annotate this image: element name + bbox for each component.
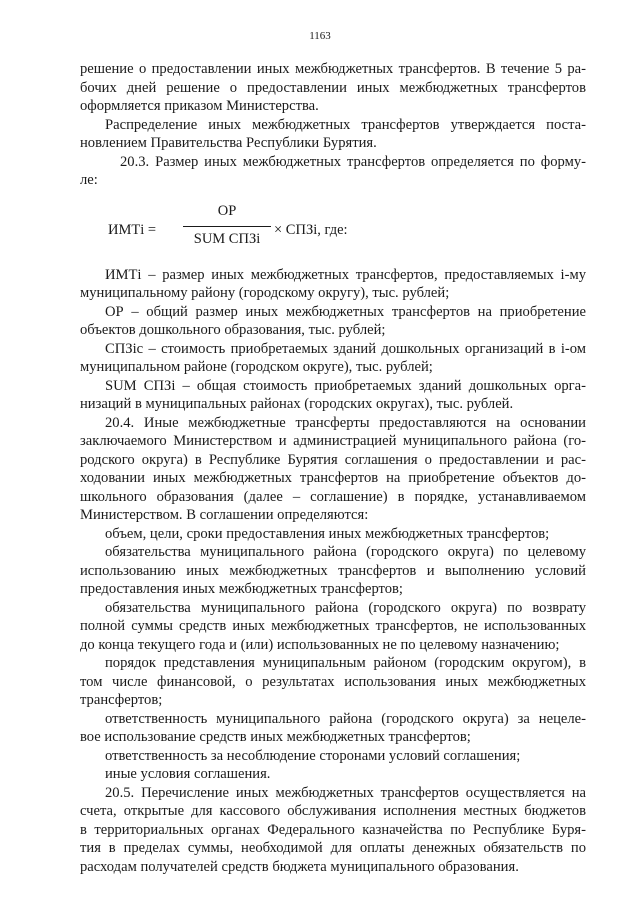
paragraph-responsibility-misuse — [80, 710, 586, 747]
text-line: том числе финансовой, о результатах использования иных межбюджетных — [80, 673, 586, 690]
text-line: Распределение иных межбюджетных трансфертов утверждается поста- — [105, 116, 586, 133]
formula-denominator: SUM СПЗi — [193, 230, 261, 247]
paragraph-def-imt — [80, 266, 586, 303]
paragraph-def-spzic — [80, 340, 586, 377]
formula-lhs: ИМТi = — [108, 221, 157, 238]
text-line: иные условия соглашения. — [105, 766, 271, 782]
text-line: заключаемого Министерством и администрацией муниципального района (го- — [80, 433, 586, 449]
text-line: родского округа) в Республике Бурятия соглашения о предоставлении и рас- — [80, 451, 586, 468]
text-line: оформляется приказом Министерства. — [80, 98, 319, 114]
text-line: решение о предоставлении иных межбюджетных трансфертов. В течение 5 ра- — [80, 61, 586, 77]
paragraph-decision-order — [80, 60, 586, 116]
paragraph-volume-goals — [80, 525, 586, 544]
text-line: новлением Правительства Республики Бурятия. — [80, 135, 377, 151]
formula-fraction-bar — [183, 226, 271, 227]
text-line: тия в пределах суммы, необходимой для оплаты денежных обязательств по — [80, 840, 586, 856]
document-body — [80, 60, 586, 876]
text-line: использованию иных межбюджетных трансфертов и выполнению условий — [80, 562, 586, 579]
text-line: ответственность муниципального района (городского округа) за нецеле- — [105, 710, 586, 727]
paragraph-distribution — [80, 116, 586, 153]
text-line: обязательства муниципального района (городского округа) по целевому — [105, 544, 586, 560]
text-line: трансфертов; — [80, 692, 163, 708]
paragraph-20-4 — [80, 414, 586, 525]
text-line: порядок представления муниципальным районом (городским округом), в — [105, 655, 586, 671]
text-line: SUM СПЗi – общая стоимость приобретаемых зданий дошкольных орга- — [105, 377, 586, 394]
page-number: 1163 — [309, 30, 331, 42]
text-line: СПЗic – стоимость приобретаемых зданий дошкольных организаций в i-ом — [105, 340, 586, 357]
text-line: обязательства муниципального района (городского округа) по возврату — [105, 599, 586, 616]
paragraph-def-sum-spzi — [80, 377, 586, 414]
text-line: Министерством. В соглашении определяются: — [80, 507, 369, 523]
text-line: 20.4. Иные межбюджетные трансферты предоставляются на основании — [105, 414, 586, 431]
text-line: ответственность за несоблюдение сторонами условий соглашения; — [105, 747, 521, 764]
paragraph-reporting — [80, 654, 586, 710]
paragraph-other-conditions — [80, 765, 586, 784]
paragraph-responsibility-noncompliance — [80, 747, 586, 766]
text-line: объем, цели, сроки предоставления иных межбюджетных трансфертов; — [105, 525, 550, 542]
text-line: бочих дней решение о предоставлении иных межбюджетных трансфертов — [80, 79, 586, 96]
text-line: объектов дошкольного образования, тыс. рублей; — [80, 322, 386, 338]
formula-imt — [80, 202, 586, 262]
paragraph-def-op — [80, 303, 586, 340]
text-line: счета, открытые для кассового обслуживания исполнения местных бюджетов — [80, 803, 586, 819]
text-line: 20.5. Перечисление иных межбюджетных трансфертов осуществляется на — [105, 784, 586, 801]
paragraph-obligations-use — [80, 543, 586, 599]
text-line: ходовании иных межбюджетных трансфертов на приобретение объектов до- — [80, 470, 586, 486]
text-line: 20.3. Размер иных межбюджетных трансфертов определяется по форму- — [120, 153, 586, 170]
text-line: муниципальном районе (городском округе), тыс. рублей; — [80, 359, 433, 375]
text-line: предоставления иных межбюджетных трансфертов; — [80, 581, 403, 597]
text-line: ОР – общий размер иных межбюджетных трансфертов на приобретение — [105, 303, 586, 320]
text-line: вое использование средств иных межбюджетных трансфертов; — [80, 729, 471, 745]
text-line: в территориальных органах Федерального казначейства по Республике Буря- — [80, 821, 586, 838]
formula-numerator: ОР — [217, 202, 237, 219]
paragraph-20-5 — [80, 784, 586, 877]
paragraph-obligations-return — [80, 599, 586, 655]
paragraph-20-3 — [80, 153, 586, 190]
formula-rhs: × СПЗi, где: — [274, 221, 348, 238]
text-line: ИМТi – размер иных межбюджетных трансфертов, предоставляемых i-му — [105, 266, 586, 283]
text-line: школьного образования (далее – соглашение) в порядке, устанавливаемом — [80, 488, 586, 505]
text-line: расходам получателей средств бюджета муниципального образования. — [80, 858, 519, 875]
text-line: полной суммы средств иных межбюджетных трансфертов, не использованных — [80, 618, 586, 634]
text-line: до конца текущего года и (или) использованных не по целевому назначению; — [80, 636, 560, 653]
text-line: низаций в муниципальных районах (городских округах), тыс. рублей. — [80, 396, 514, 412]
text-line: ле: — [80, 172, 98, 188]
text-line: муниципальному району (городскому округу), тыс. рублей; — [80, 285, 450, 301]
